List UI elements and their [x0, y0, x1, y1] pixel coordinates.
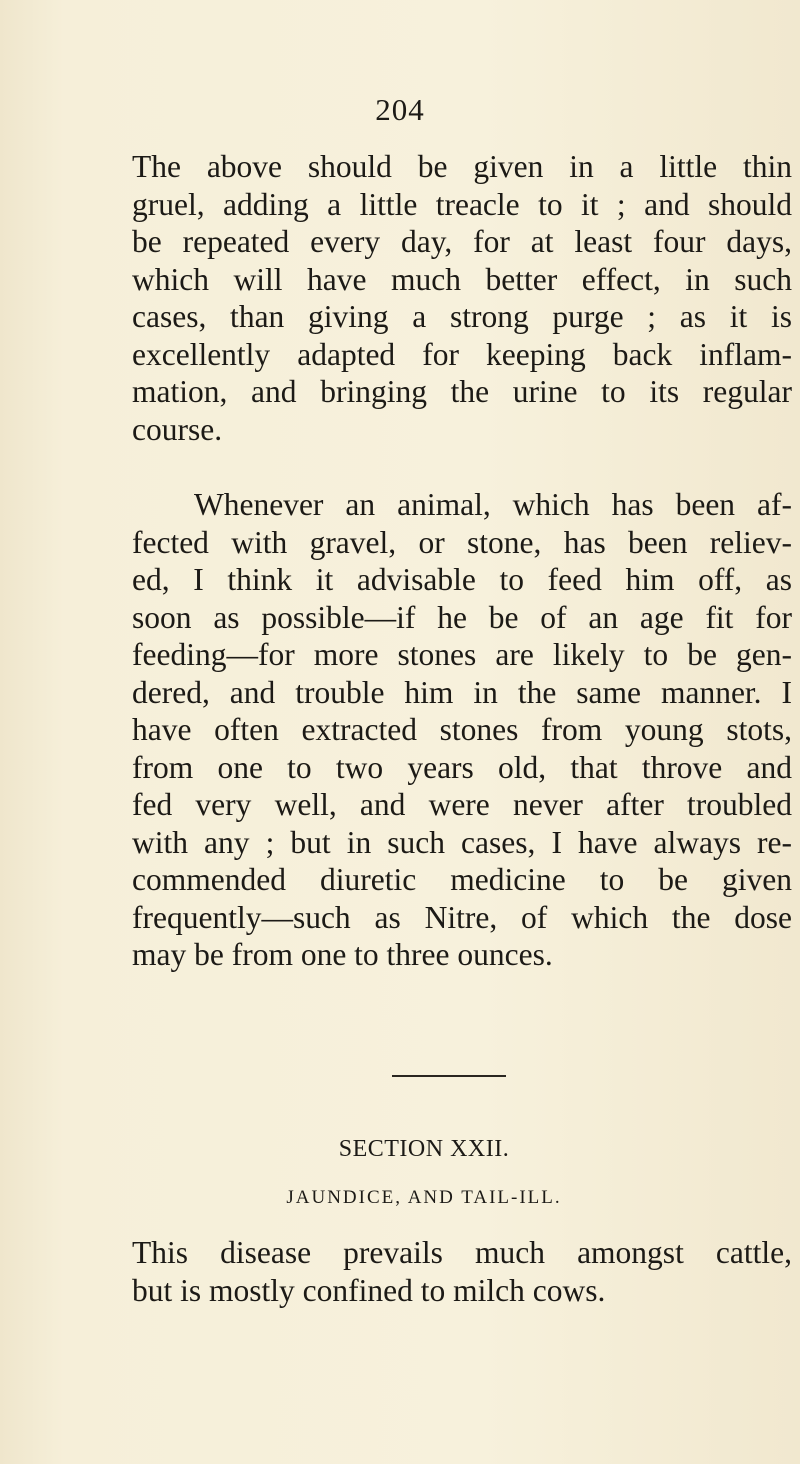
text-line: commended diuretic medicine to be given	[132, 862, 792, 897]
text-line: cases, than giving a strong purge ; as it is	[132, 299, 792, 334]
text-line: This disease prevails much amongst cattle,	[132, 1235, 792, 1270]
text-line: from one to two years old, that throve and	[132, 749, 792, 785]
section-divider	[392, 1075, 506, 1077]
text-line: may be from one to three ounces.	[132, 937, 553, 972]
text-line: which will have much better effect, in such	[132, 261, 792, 297]
text-line: excellently adapted for keeping back inflam-	[132, 336, 792, 372]
text-line: soon as possible—if he be of an age fit for	[132, 599, 792, 635]
page-number: 204	[375, 92, 425, 127]
text-line: course.	[132, 411, 223, 447]
paragraph-3	[132, 1234, 792, 1309]
text-line: have often extracted stones from young stots,	[132, 712, 792, 747]
text-line: gruel, adding a little treacle to it ; and should	[132, 186, 792, 222]
text-line: mation, and bringing the urine to its regular	[132, 374, 792, 409]
section-title: SECTION XXII.	[338, 1136, 510, 1162]
text-line: dered, and trouble him in the same manner. I	[132, 674, 792, 710]
paragraph-1	[132, 148, 792, 448]
text-line: Whenever an animal, which has been af-	[194, 487, 792, 522]
text-line: with any ; but in such cases, I have always re-	[132, 824, 792, 860]
text-line: The above should be given in a little thin	[132, 149, 792, 184]
text-line: fed very well, and were never after troubled	[132, 787, 792, 822]
text-line: ed, I think it advisable to feed him off, as	[132, 562, 792, 597]
text-line: but is mostly confined to milch cows.	[132, 1272, 606, 1308]
paragraph-2	[132, 486, 792, 974]
section-subtitle: JAUNDICE, AND TAIL-ILL.	[286, 1187, 562, 1208]
text-line: be repeated every day, for at least four days,	[132, 224, 792, 259]
text-line: fected with gravel, or stone, has been reliev-	[132, 524, 792, 560]
text-line: frequently—such as Nitre, of which the dose	[132, 899, 792, 935]
text-line: feeding—for more stones are likely to be gen-	[132, 637, 792, 672]
